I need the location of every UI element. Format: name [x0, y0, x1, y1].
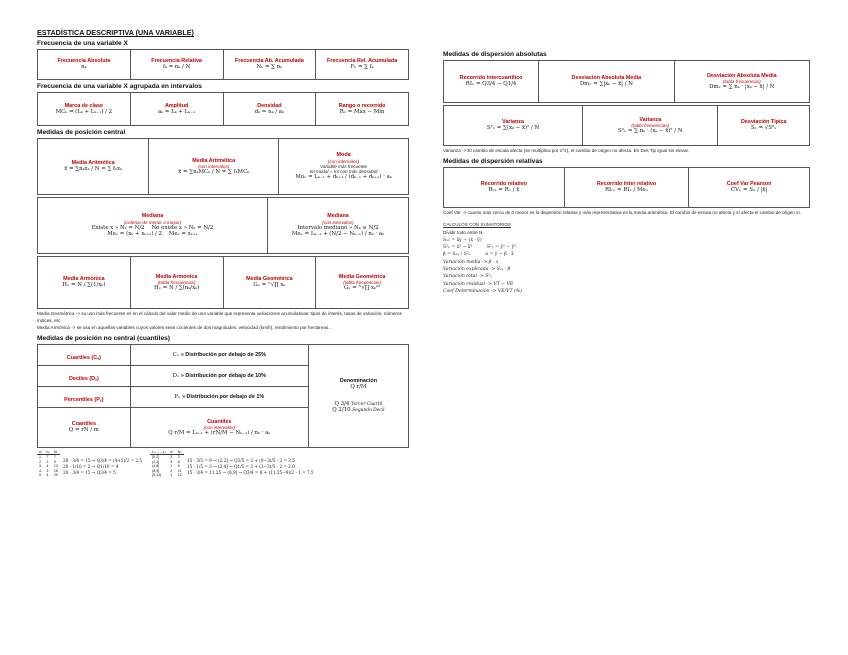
ex1-cell: 13 [53, 464, 58, 469]
ex2-cell: 8 [177, 459, 180, 464]
cuantiles-int-label: Cuantiles [207, 418, 232, 425]
example-2 [150, 450, 314, 478]
abs-header: Medidas de dispersión absolutas [443, 51, 547, 58]
freq-table [37, 49, 409, 80]
ex2-cell: (9,12] [152, 473, 162, 478]
ex1-cell: 7 [46, 455, 49, 460]
mediana-line1a: Existe x » Nₖ = N/2 [91, 224, 145, 231]
ex2-note: 15 · 1/5 = 3 → (2,4] → Q1/5 = 2 + (3−3)/5 · 2 = 2.0 [186, 464, 295, 470]
grouped-header: Frecuencia de una variable X agrupada en intervalos [37, 83, 202, 90]
denominacion-q2-note: Segundo Decil [352, 408, 385, 414]
ex1-cell: 4 [46, 464, 49, 469]
ex2-cell: 5 [170, 459, 173, 464]
ex1-h0: xₖ [39, 449, 43, 454]
rel-table [443, 167, 810, 208]
harmonica-label: Media Armónica [63, 276, 105, 283]
var-formula: S²ₓ = ∑(xₖ − x̄)² / N [486, 125, 540, 132]
ex2-cell: 2 [170, 468, 173, 473]
geometrica-formula: Gₓ = ᴺ√∏ xₖ [253, 282, 286, 289]
dam-tab-formula: Dmₓ = ∑ nₖ · |xₖ − x̄| / N [709, 83, 775, 90]
var-tab-formula: S²ₓ = ∑ nₖ · (xₖ − x̄)² / N [618, 127, 683, 134]
cuartiles-formula: Cₓ [172, 351, 180, 358]
media-formula: x̄ = ∑nₖxₖ / N = ∑ fₖxₖ [64, 166, 122, 173]
amplitud-label: Amplitud [164, 102, 189, 109]
densidad-label: Densidad [257, 102, 282, 109]
ex1-cell: 3 [39, 464, 41, 469]
page-title: ESTADÍSTICA DESCRIPTIVA (UNA VARIABLE) [37, 28, 194, 37]
calc-line: Coef Determinación -> VE/VT (%) [443, 289, 522, 295]
cv-formula: CVₓ = Sₓ / |x̄| [731, 187, 768, 194]
mediana-line2b: Meₓ = xₖ₊₁ [168, 231, 198, 238]
denominacion-q2: Q 2/10 [332, 407, 351, 414]
var-label: Varianza [502, 119, 524, 126]
cuantiles-formula: Q = rN / m [68, 427, 99, 434]
ex2-cell: 11 [177, 468, 182, 473]
cv-label: Coef Var Pearson [726, 180, 772, 187]
media-int-label: Media Aritmética [192, 157, 236, 164]
ex1-cell: 16 [53, 468, 58, 473]
mediana-sub: (ordenar de menor a mayor) [123, 219, 182, 225]
cuartiles-text: » Distribución por debajo de 25% [180, 351, 266, 358]
freq-relacc-formula: Fₖ = ∑ fₖ [350, 64, 374, 71]
ex1-cell: 7 [53, 455, 56, 460]
ex1-cell: 2 [46, 459, 49, 464]
ex1-h2: Nₖ [53, 449, 58, 454]
percentiles-formula: Pₓ [174, 393, 181, 400]
mediana-line2a: Meₓ = (xₖ + xₖ₊₁) / 2 [107, 231, 162, 238]
central-table [37, 138, 409, 195]
std-formula: Sₓ = √S²ₓ [750, 125, 777, 132]
ex2-cell: 1 [170, 464, 173, 469]
calc-line: Sₓᵧ = x̄y − (x̄ · ȳ) [443, 237, 482, 243]
std-label: Desviación Típica [740, 119, 787, 126]
ric-label: Recorrido intercuartílico [459, 75, 523, 82]
ex2-h0: Lₖ₋₁ – Lₖ [152, 449, 167, 454]
moda-sub: (con intervalos) [327, 158, 360, 164]
ex2-h1: nₖ [170, 449, 174, 454]
ex1-cell: 2 [39, 459, 41, 464]
example-1-table [37, 450, 60, 478]
calc-line: Dividir todo entre N. [443, 230, 484, 236]
denominacion-q1-note: Tercer Cuartil [351, 401, 383, 407]
note-geometrica: Media Geométrica -> su uso más frecuente es en el cálculo del valor medio de una variable que representa variaciones acumulativas: tipos de interés, tasas de variación, números índices, etc. [37, 311, 402, 323]
moda-label: Moda [336, 152, 351, 159]
cuantiles-int-formula: Q r/M = Lₖ₋₁ + (rN/M − Nₖ₋₁) / nₖ · aₖ [168, 429, 271, 436]
freq-abacc-label: Frecuencia Ab. Acumulada [234, 58, 304, 65]
media-int-formula: x̄ = ∑nₖMCₖ / N = ∑ fₖMCₖ [178, 168, 250, 175]
calc-line: Variación total -> S²ᵧ [443, 274, 492, 280]
var-tab-label: Varianza [639, 116, 662, 123]
rel-header: Medidas de dispersión relativas [443, 157, 543, 165]
media-label: Media Aritmética [71, 160, 115, 167]
rango-label: Rango o recorrido [338, 102, 386, 109]
abs-table-1 [443, 60, 810, 103]
ex2-note: 15 · 3/4 = 11.25 → (8,9] → Q3/4 = 8 + (11.25−9)/2 · 1 = 7.5 [186, 470, 314, 476]
marca-formula: MCₖ = (Lₖ + Lₖ₋₁) / 2 [55, 108, 113, 115]
ex1-h1: nₖ [46, 449, 50, 454]
harmonica-tab-formula: Hₓ = N / ∑(nₖ/xₖ) [154, 284, 200, 291]
mediana-line1b: No existe x » Nₖ = N/2 [151, 224, 214, 231]
mediana-int-sub: (con intervalos) [322, 219, 354, 225]
ex2-h2: Nₖ [177, 449, 182, 454]
grouped-table [37, 92, 409, 126]
freq-header: Frecuencia de una variable X [37, 40, 128, 47]
ex2-cell: 3 [177, 455, 180, 460]
right-column [443, 48, 810, 295]
ex1-cell: 1 [39, 455, 41, 460]
harmonica-formula: Hₓ = N / ∑(1/xₖ) [62, 282, 106, 289]
cuantiles-label: Cuantiles [71, 421, 96, 428]
percentiles-label: Percentiles (Pₓ) [64, 396, 104, 403]
mediana-int-formula: Meₓ = Lₖ₋₁ + (N/2 − Nₖ₋₁) / nₖ · aₖ [291, 231, 385, 238]
deciles-label: Deciles (Dₓ) [68, 375, 99, 382]
denominacion-label: Denominación [339, 378, 377, 385]
ex1-note: 20 · 3/4 = 15 → Q3/4 = 5 [63, 470, 116, 476]
cuantiles-int-sub: (con intervalos) [203, 424, 235, 430]
example-1-notes [63, 450, 142, 478]
ex2-cell: 12 [177, 473, 182, 478]
denominacion-q1: Q 3/4 [334, 400, 350, 407]
ex1-note: 20 · 3/4 = 15 → Q3/4 = (4+5)/2 = 2.5 [63, 457, 143, 463]
abs-table-2 [443, 105, 810, 146]
calc-title: CALCULOS CON SUMATORIOS [443, 222, 511, 228]
calc-line: β = Sₓᵧ / S²ₓ a = ȳ − β · x̄ [443, 252, 514, 258]
mediana-int-line1: Intervalo mediano » Nₖ ≥ N/2 [297, 224, 379, 231]
left-column [37, 28, 409, 478]
example-1 [37, 450, 142, 478]
ric-formula: RIₓ = Q3/4 − Q1/4 [465, 81, 517, 88]
freq-abs-label: Frecuencia Absoluta [57, 58, 111, 65]
moda-note1: Variable más frecuente [320, 163, 368, 169]
freq-rel-label: Frecuencia Relativa [151, 58, 202, 65]
noncentral-header: Medidas de posición no central (cuantiles) [37, 334, 170, 342]
mediana-label: Mediana [141, 213, 164, 220]
quantile-table [37, 344, 409, 448]
example-2-table [150, 450, 184, 478]
deciles-text: » Distribución por debajo de 10% [180, 372, 266, 379]
geometrica-tab-sub: (tabla frecuencias) [343, 279, 382, 285]
examples [37, 450, 409, 478]
calc-line: Variación media -> β · x [443, 259, 499, 265]
rir-label: Recorrido inter relativo [596, 180, 657, 187]
ex2-cell: [0,2] [152, 455, 160, 460]
amplitud-formula: aₖ = Lₖ + Lₖ₋₁ [158, 108, 196, 115]
mediana-int-label: Mediana [327, 213, 349, 220]
geometrica-label: Media Geométrica [246, 276, 293, 283]
marca-label: Marca de clase [64, 102, 104, 109]
ex1-cell: 5 [39, 473, 41, 478]
freq-relacc-label: Frecuencia Rel. Acumulada [327, 58, 398, 65]
freq-abacc-formula: Nₖ = ∑ nₖ [256, 64, 283, 71]
media-int-sub: (con intervalos) [198, 163, 230, 169]
calc-line: Variación explicada -> Sₓᵧ · β [443, 267, 511, 273]
rr-formula: Rᵣₓ = Rₓ / x̄ [488, 187, 520, 194]
ex2-cell: (8,9] [152, 468, 160, 473]
ex2-cell: 3 [170, 455, 173, 460]
moda-formula: Moₓ = Lₖ₋₁ + dₖ₊₁ / (dₖ₋₁ + dₖ₊₁) · aₖ [295, 174, 392, 181]
freq-rel-formula: fₖ = nₖ / N [162, 64, 191, 71]
central-header: Medidas de posición central [37, 129, 126, 136]
freq-abs-formula: nₖ [81, 64, 87, 71]
example-2-notes [187, 450, 314, 478]
ex2-cell: 9 [177, 464, 180, 469]
mediana-table [37, 197, 409, 254]
rango-formula: Rₓ = Máx − Mín [339, 108, 385, 115]
dam-tab-label: Desviación Absoluta Media [706, 72, 777, 79]
ex1-cell: 20 [53, 473, 58, 478]
geometrica-tab-label: Media Geométrica [338, 273, 386, 280]
means-table [37, 256, 409, 309]
denominacion-formula: Q r/M [350, 384, 367, 391]
dam-tab-sub: (tabla frecuencias) [722, 78, 761, 84]
calc-line: Variación residual -> VT − VE [443, 281, 514, 287]
harmonica-tab-label: Media Armónica [155, 273, 198, 280]
cuartiles-label: Cuartiles (Cₓ) [66, 354, 101, 361]
densidad-formula: dₖ = nₖ / aₖ [254, 108, 284, 115]
dam-label: Desviación Absoluta Media [571, 75, 642, 82]
ex1-cell: 4 [39, 468, 41, 473]
ex2-cell: (2,4] [152, 459, 160, 464]
note-armonica: Media Armónica -> se usa en aquellas variables cuyos valores sean cocientes de dos magnitudes: velocidad (km/h), rendimiento por hectáreas... [37, 325, 333, 331]
var-tab-sub: (tabla frecuencias) [631, 122, 670, 128]
ex1-note: 20 · 1/10 = 2 → Q1/10 = 4 [63, 464, 119, 470]
geometrica-tab-formula: Gₓ = ᴺ√∏ xₖⁿᵏ [344, 284, 381, 291]
ex2-cell: (4,8] [152, 464, 160, 469]
cv-note: Coef Var -> cuanto más cerca de 0 menor es la dispersión relativa y más representativa es la media aritmética. El cambio de escala no afecta y sí afecta el cambio de origen sí. [443, 209, 802, 215]
rir-formula: RIᵣₓ = RIₓ / Meₓ [604, 187, 648, 194]
deciles-formula: Dₓ [172, 372, 180, 379]
ex1-cell: 9 [53, 459, 56, 464]
ex1-cell: 3 [46, 468, 49, 473]
calc-line: S²ₓ = x̄² − x̄² S²ᵧ = ȳ² − ȳ² [443, 245, 517, 250]
ex2-note: 15 · 3/5 = 9 → (2,2] → Q3/5 = 2 + (9−3)/5 · 2 = 3.5 [186, 457, 295, 463]
ex2-cell: 1 [170, 473, 173, 478]
harmonica-tab-sub: (tabla frecuencias) [157, 279, 196, 285]
dam-formula: Dmₓ = ∑|xₖ − x̄| / N [579, 81, 633, 88]
ex1-cell: 4 [46, 473, 49, 478]
calc-block [443, 229, 810, 295]
percentiles-text: » Distribución por debajo de 1% [182, 393, 265, 400]
rr-label: Recorrido relativo [480, 180, 527, 187]
var-note: Varianza -> El cambio de escala afecta (se multiplica por x^2), el cambio de origen no afecta. En Des Tip igual sin elevar. [443, 148, 690, 153]
moda-note2: Int modal = Int con más densidad [309, 168, 378, 174]
